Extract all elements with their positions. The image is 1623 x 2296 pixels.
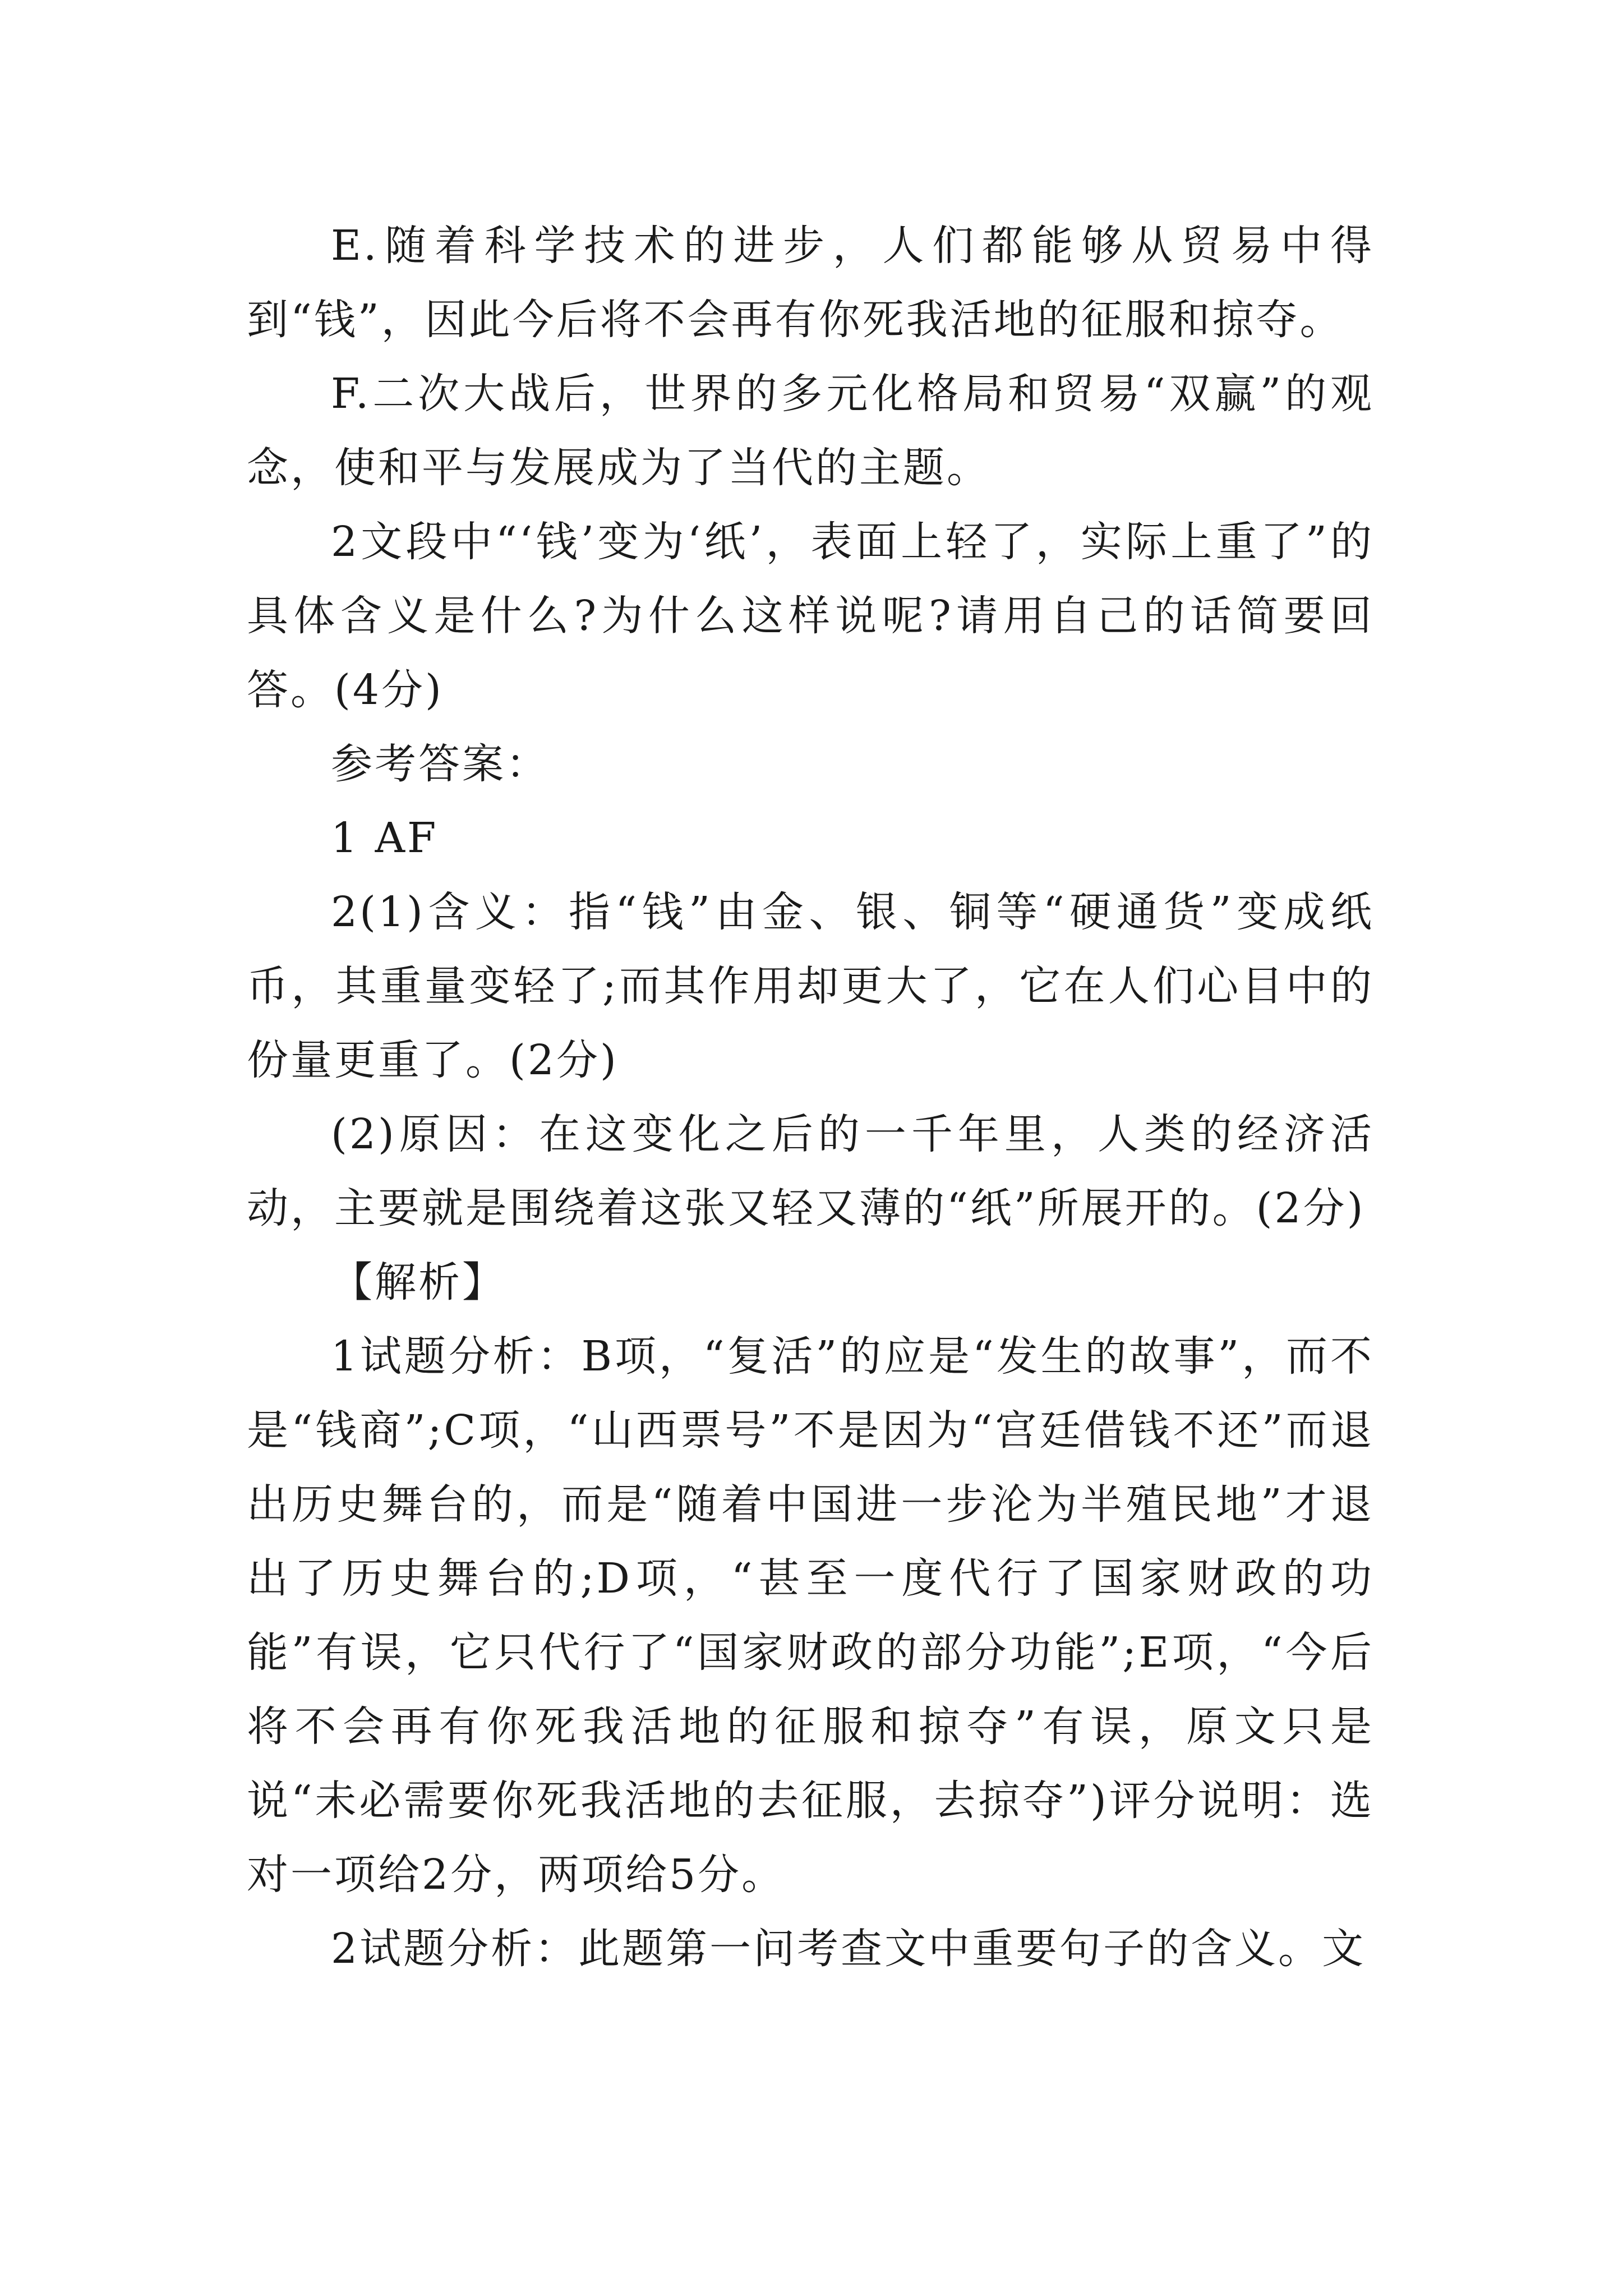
analysis-heading: 【解析】 (331, 1258, 506, 1306)
question-2-paragraph: 2文段中“‘钱’变为‘纸’，表面上轻了，实际上重了”的具体含义是什么?为什么这样说呢?请用自己的话简要回答。(4分) (247, 518, 1374, 714)
option-f-paragraph: F.二次大战后，世界的多元化格局和贸易“双赢”的观念，使和平与发展成为了当代的主题。 (247, 370, 1374, 492)
document-body (247, 209, 1374, 1986)
analysis-2-paragraph: 2试题分析：此题第一问考查文中重要句子的含义。文 (331, 1925, 1366, 1973)
option-e-paragraph: E.随着科学技术的进步，人们都能够从贸易中得到“钱”，因此今后将不会再有你死我活地的征服和掠夺。 (247, 222, 1374, 344)
answer-2-meaning-paragraph: 2(1)含义：指“钱”由金、银、铜等“硬通货”变成纸币，其重量变轻了;而其作用却更大了，它在人们心目中的份量更重了。(2分) (247, 888, 1374, 1084)
answer-2-reason-paragraph: (2)原因：在这变化之后的一千年里，人类的经济活动，主要就是围绕着这张又轻又薄的“纸”所展开的。(2分) (247, 1110, 1374, 1232)
answer-heading: 参考答案： (331, 740, 550, 788)
analysis-1-paragraph: 1试题分析：B项，“复活”的应是“发生的故事”，而不是“钱商”;C项，“山西票号”不是因为“宫廷借钱不还”而退出历史舞台的，而是“随着中国进一步沦为半殖民地”才退出了历史舞台的;D项，“甚至一度代行了国家财政的功能”有误，它只代行了“国家财政的部分功能”;E项，“今后将不会再有你死我活地的征服和掠夺”有误，原文只是说“未必需要你死我活地的去征服，去掠夺”)评分说明：选对一项给2分，两项给5分。 (247, 1332, 1374, 1899)
answer-1-paragraph: 1 AF (331, 814, 439, 862)
